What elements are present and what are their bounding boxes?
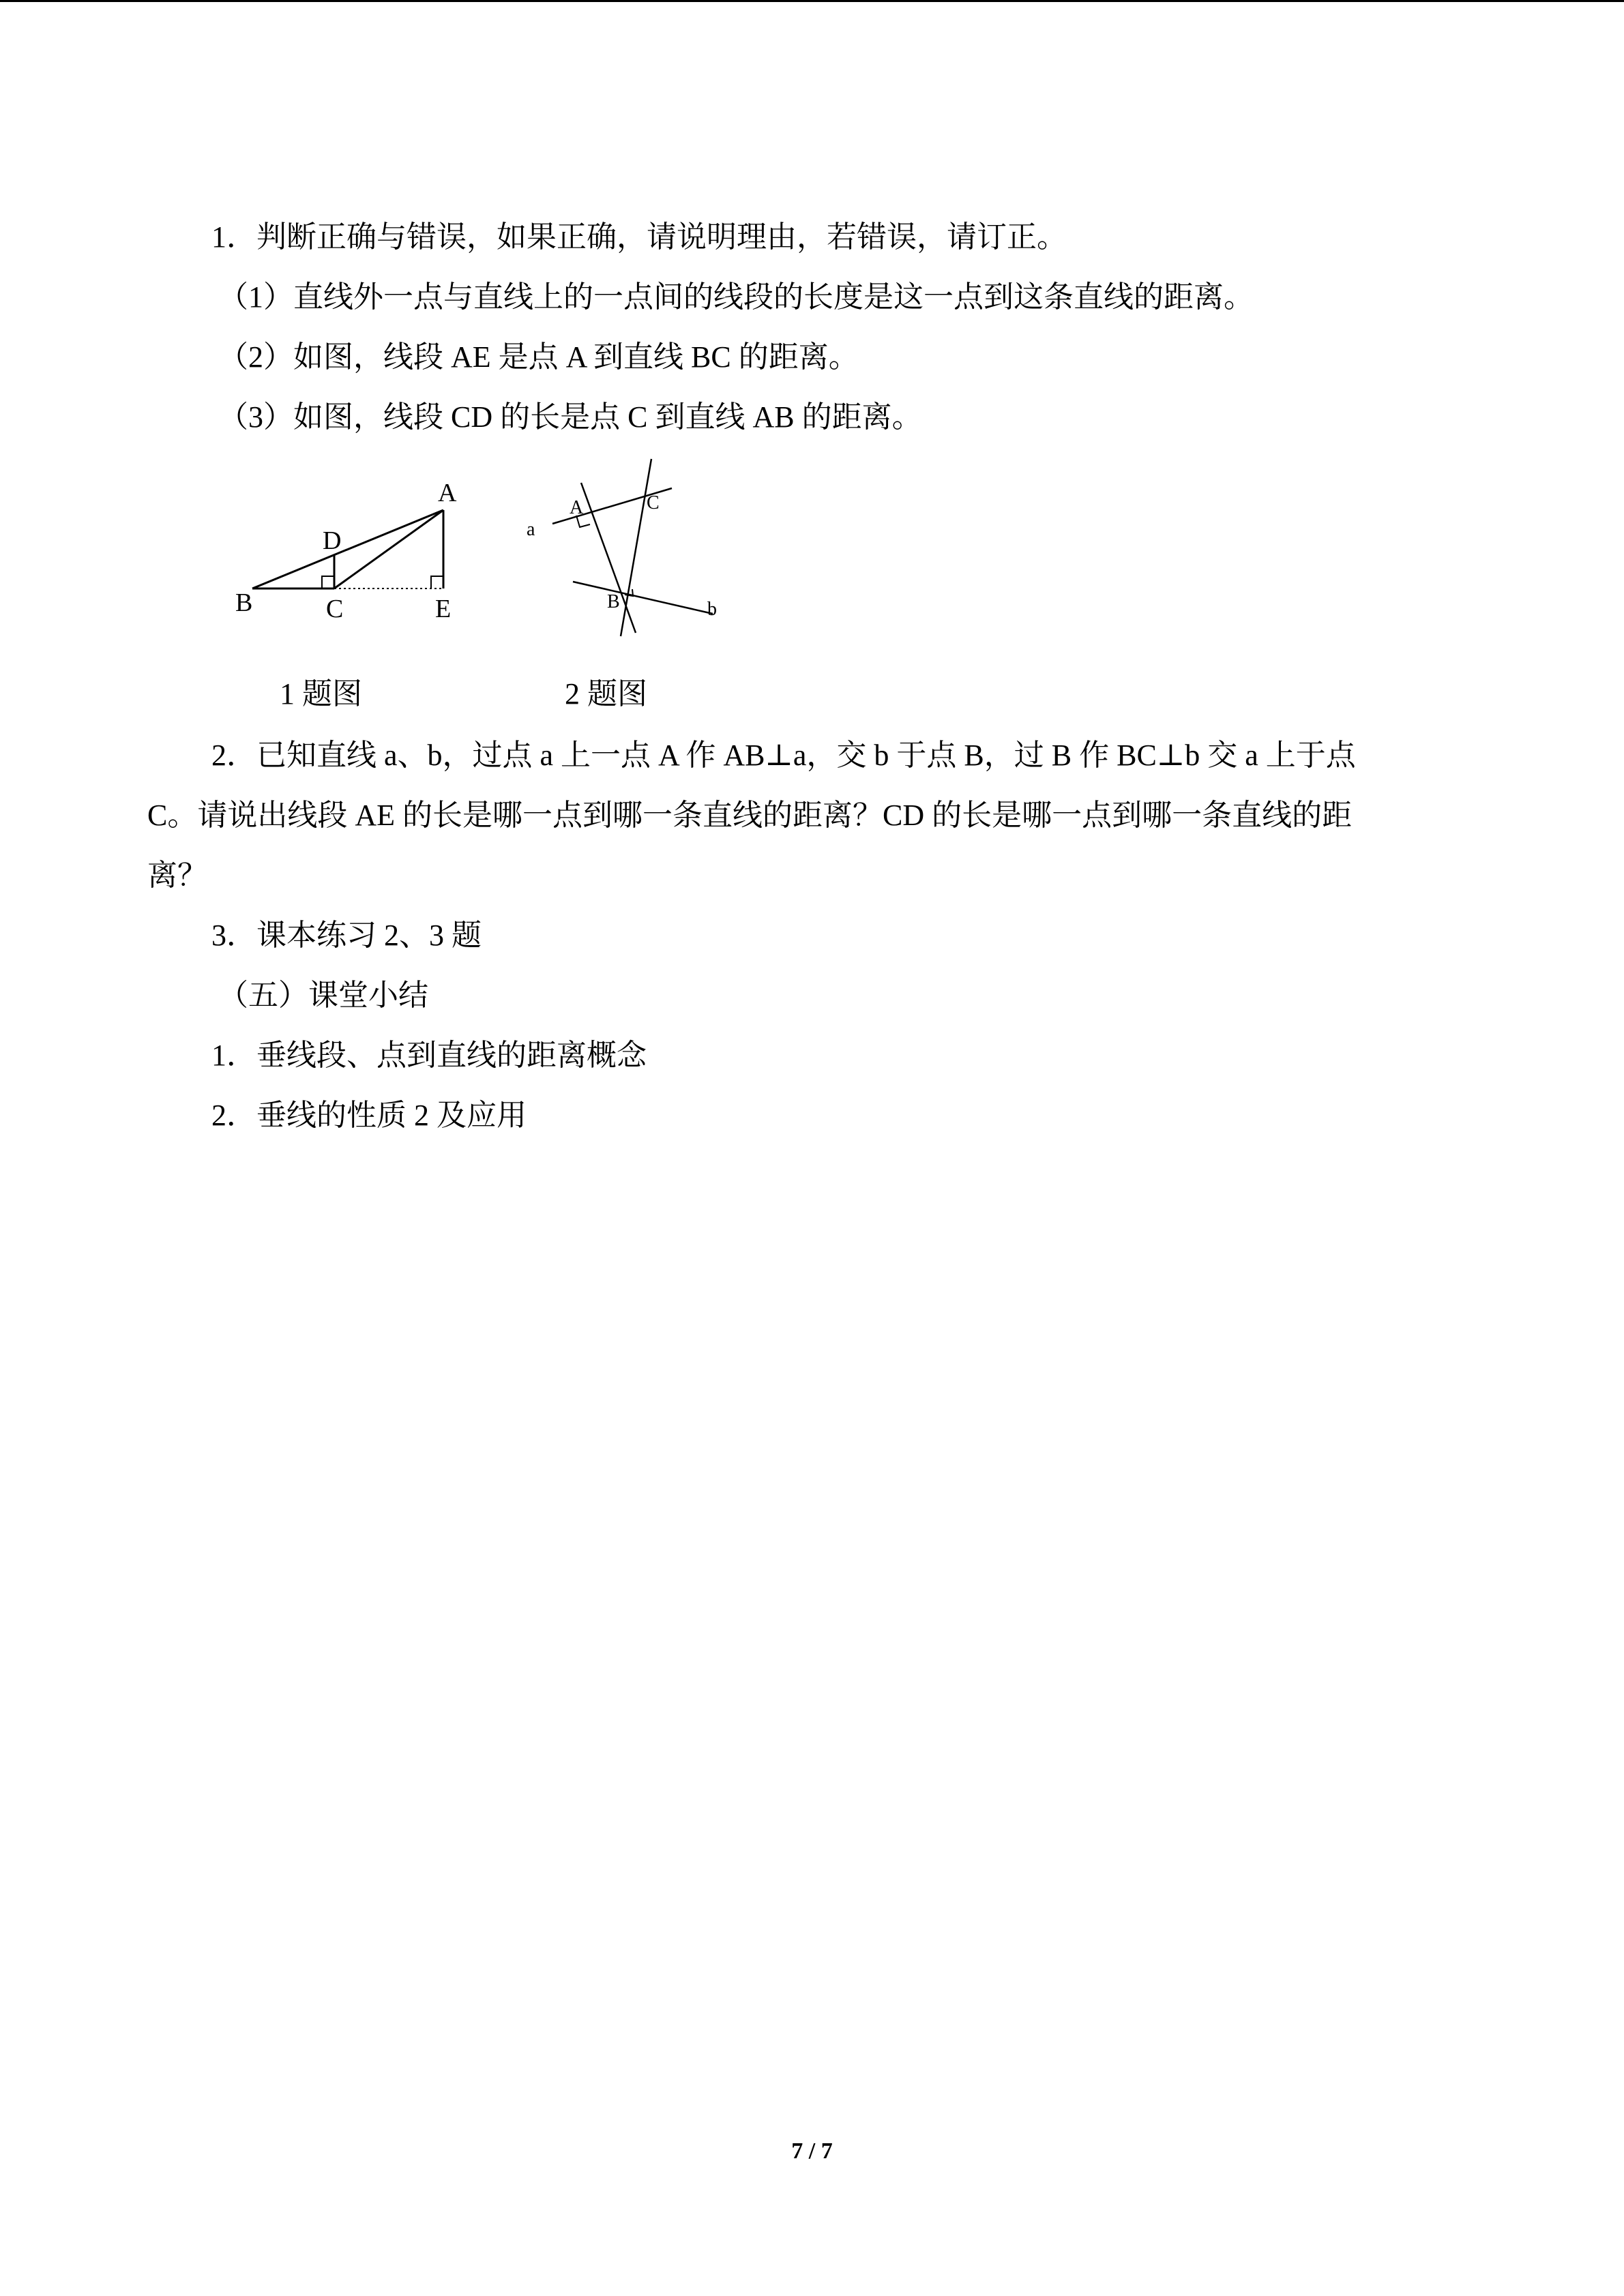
question-1-part-1: （1）直线外一点与直线上的一点间的线段的长度是这一点到这条直线的距离。 bbox=[218, 280, 1254, 314]
label-E: E bbox=[435, 595, 452, 623]
figure-2-caption: 2 题图 bbox=[565, 677, 647, 711]
label-b: b bbox=[707, 599, 717, 620]
page-number: 7 / 7 bbox=[791, 2138, 833, 2164]
question-2-line-1: 2．已知直线 a、b，过点 a 上一点 A 作 AB⊥a，交 b 于点 B，过 B 作 BC⊥b 交 a 上于点 bbox=[211, 739, 1356, 772]
summary-heading: （五）课堂小结 bbox=[218, 979, 428, 1012]
figure-1 bbox=[225, 473, 471, 629]
question-1-part-2: （2）如图，线段 AE 是点 A 到直线 BC 的距离。 bbox=[218, 340, 859, 374]
label-B: B bbox=[235, 588, 253, 617]
label-A: A bbox=[570, 497, 584, 518]
line-b bbox=[573, 582, 713, 614]
label-C: C bbox=[647, 492, 660, 513]
question-2-line-3: 离？ bbox=[147, 859, 207, 892]
question-1-heading: 1．判断正确与错误，如果正确，请说明理由，若错误，请订正。 bbox=[211, 220, 1067, 254]
label-B: B bbox=[607, 591, 620, 612]
summary-item-1: 1．垂线段、点到直线的距离概念 bbox=[211, 1039, 647, 1072]
segment-CA bbox=[334, 510, 443, 588]
label-C: C bbox=[326, 595, 344, 623]
label-A: A bbox=[438, 479, 457, 507]
right-angle-mark-E bbox=[431, 576, 443, 588]
right-angle-mark-C bbox=[322, 576, 334, 588]
segment-BA bbox=[252, 510, 443, 588]
question-2-line-2: C。请说出线段 AE 的长是哪一点到哪一条直线的距离？CD 的长是哪一点到哪一条直线的距 bbox=[147, 799, 1353, 832]
figure-1-caption: 1 题图 bbox=[280, 677, 362, 711]
figure-2 bbox=[518, 456, 737, 640]
line-BC bbox=[621, 459, 651, 636]
question-3: 3．课本练习 2、3 题 bbox=[211, 919, 482, 952]
summary-item-2: 2．垂线的性质 2 及应用 bbox=[211, 1099, 527, 1132]
label-a: a bbox=[527, 519, 535, 540]
question-1-part-3: （3）如图，线段 CD 的长是点 C 到直线 AB 的距离。 bbox=[218, 400, 922, 434]
label-D: D bbox=[323, 526, 342, 555]
